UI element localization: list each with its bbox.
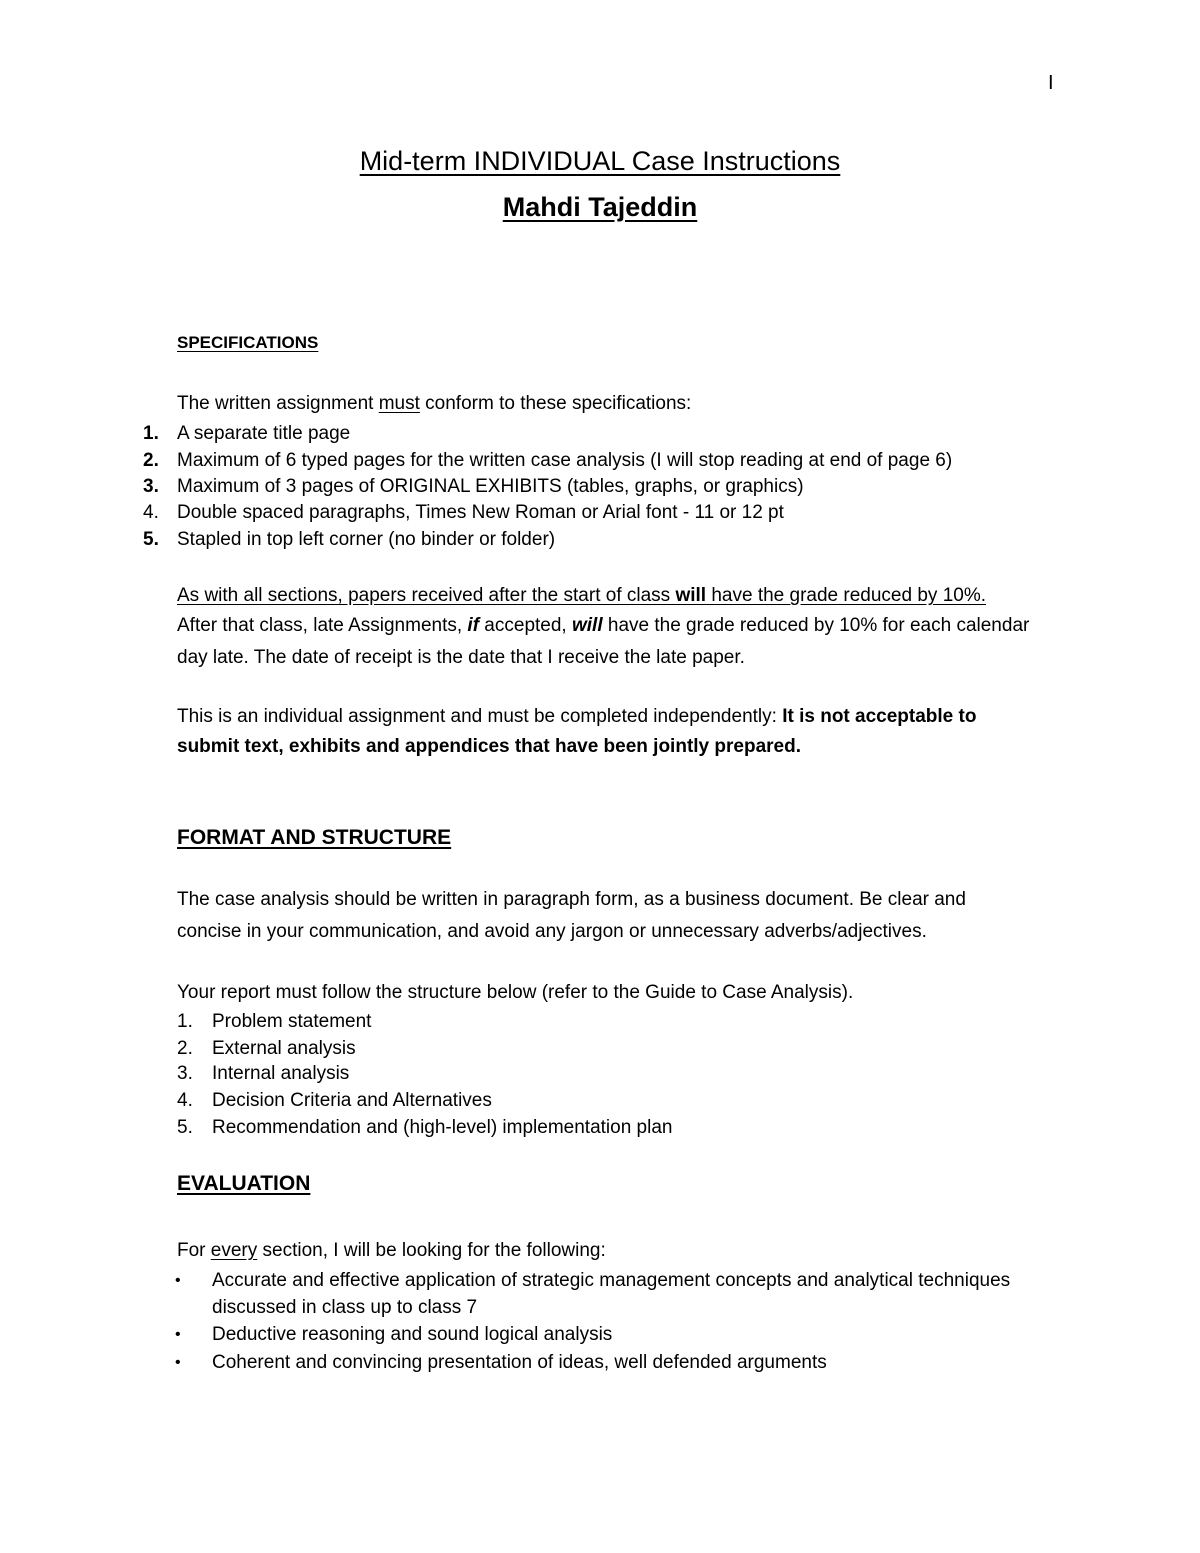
late-policy-line-2: After that class, late Assignments, if accepted, will have the grade reduced by 10% for each calendar <box>177 615 1030 636</box>
list-item: Double spaced paragraphs, Times New Roman or Arial font - 11 or 12 pt <box>177 502 784 523</box>
list-item: Stapled in top left corner (no binder or folder) <box>177 529 556 550</box>
list-item: Maximum of 3 pages of ORIGINAL EXHIBITS (tables, graphs, or graphics) <box>177 476 804 497</box>
specifications-intro: The written assignment must conform to these specifications: <box>177 393 692 414</box>
evaluation-intro: For every section, I will be looking for the following: <box>177 1240 606 1261</box>
list-item-number: 2. <box>177 1038 193 1059</box>
late-policy-line-1: As with all sections, papers received after the start of class will have the grade reduced by 10%. <box>177 585 986 606</box>
page-number: I <box>1048 72 1054 94</box>
bullet-item-continuation: discussed in class up to class 7 <box>212 1297 478 1318</box>
document-title: Mid-term INDIVIDUAL Case Instructions <box>359 146 841 176</box>
bullet-item: Deductive reasoning and sound logical analysis <box>212 1324 613 1345</box>
format-paragraph-line-2: concise in your communication, and avoid any jargon or unnecessary adverbs/adjectives. <box>177 921 927 942</box>
list-item-number: 2. <box>143 450 159 471</box>
format-heading: FORMAT AND STRUCTURE <box>177 826 452 849</box>
individual-policy-line-2: submit text, exhibits and appendices that have been jointly prepared. <box>177 736 801 757</box>
evaluation-heading: EVALUATION <box>177 1172 311 1195</box>
list-item: Problem statement <box>212 1011 372 1032</box>
format-paragraph-line-1: The case analysis should be written in paragraph form, as a business document. Be clear and <box>177 889 966 910</box>
individual-policy-line-1: This is an individual assignment and must be completed independently: It is not acceptable to <box>177 706 977 727</box>
structure-intro: Your report must follow the structure below (refer to the Guide to Case Analysis). <box>177 982 854 1003</box>
bullet-icon: • <box>175 1354 181 1371</box>
document-author: Mahdi Tajeddin <box>502 192 698 222</box>
list-item: A separate title page <box>177 423 351 444</box>
list-item: Recommendation and (high-level) implementation plan <box>212 1117 673 1138</box>
specifications-heading: SPECIFICATIONS <box>177 333 319 352</box>
list-item-number: 5. <box>177 1117 193 1138</box>
list-item-number: 3. <box>177 1063 193 1084</box>
list-item-number: 1. <box>177 1011 193 1032</box>
late-policy-line-3: day late. The date of receipt is the date that I receive the late paper. <box>177 647 745 668</box>
list-item: Internal analysis <box>212 1063 350 1084</box>
bullet-icon: • <box>175 1326 181 1343</box>
list-item-number: 4. <box>143 502 159 523</box>
bullet-item: Accurate and effective application of strategic management concepts and analytical techniques <box>212 1270 1011 1291</box>
list-item: Maximum of 6 typed pages for the written case analysis (I will stop reading at end of page 6) <box>177 450 953 471</box>
list-item-number: 4. <box>177 1090 193 1111</box>
list-item-number: 3. <box>143 476 159 497</box>
list-item-number: 1. <box>143 423 159 444</box>
bullet-item: Coherent and convincing presentation of ideas, well defended arguments <box>212 1352 827 1373</box>
list-item: External analysis <box>212 1038 356 1059</box>
bullet-icon: • <box>175 1272 181 1289</box>
list-item: Decision Criteria and Alternatives <box>212 1090 492 1111</box>
list-item-number: 5. <box>143 529 159 550</box>
